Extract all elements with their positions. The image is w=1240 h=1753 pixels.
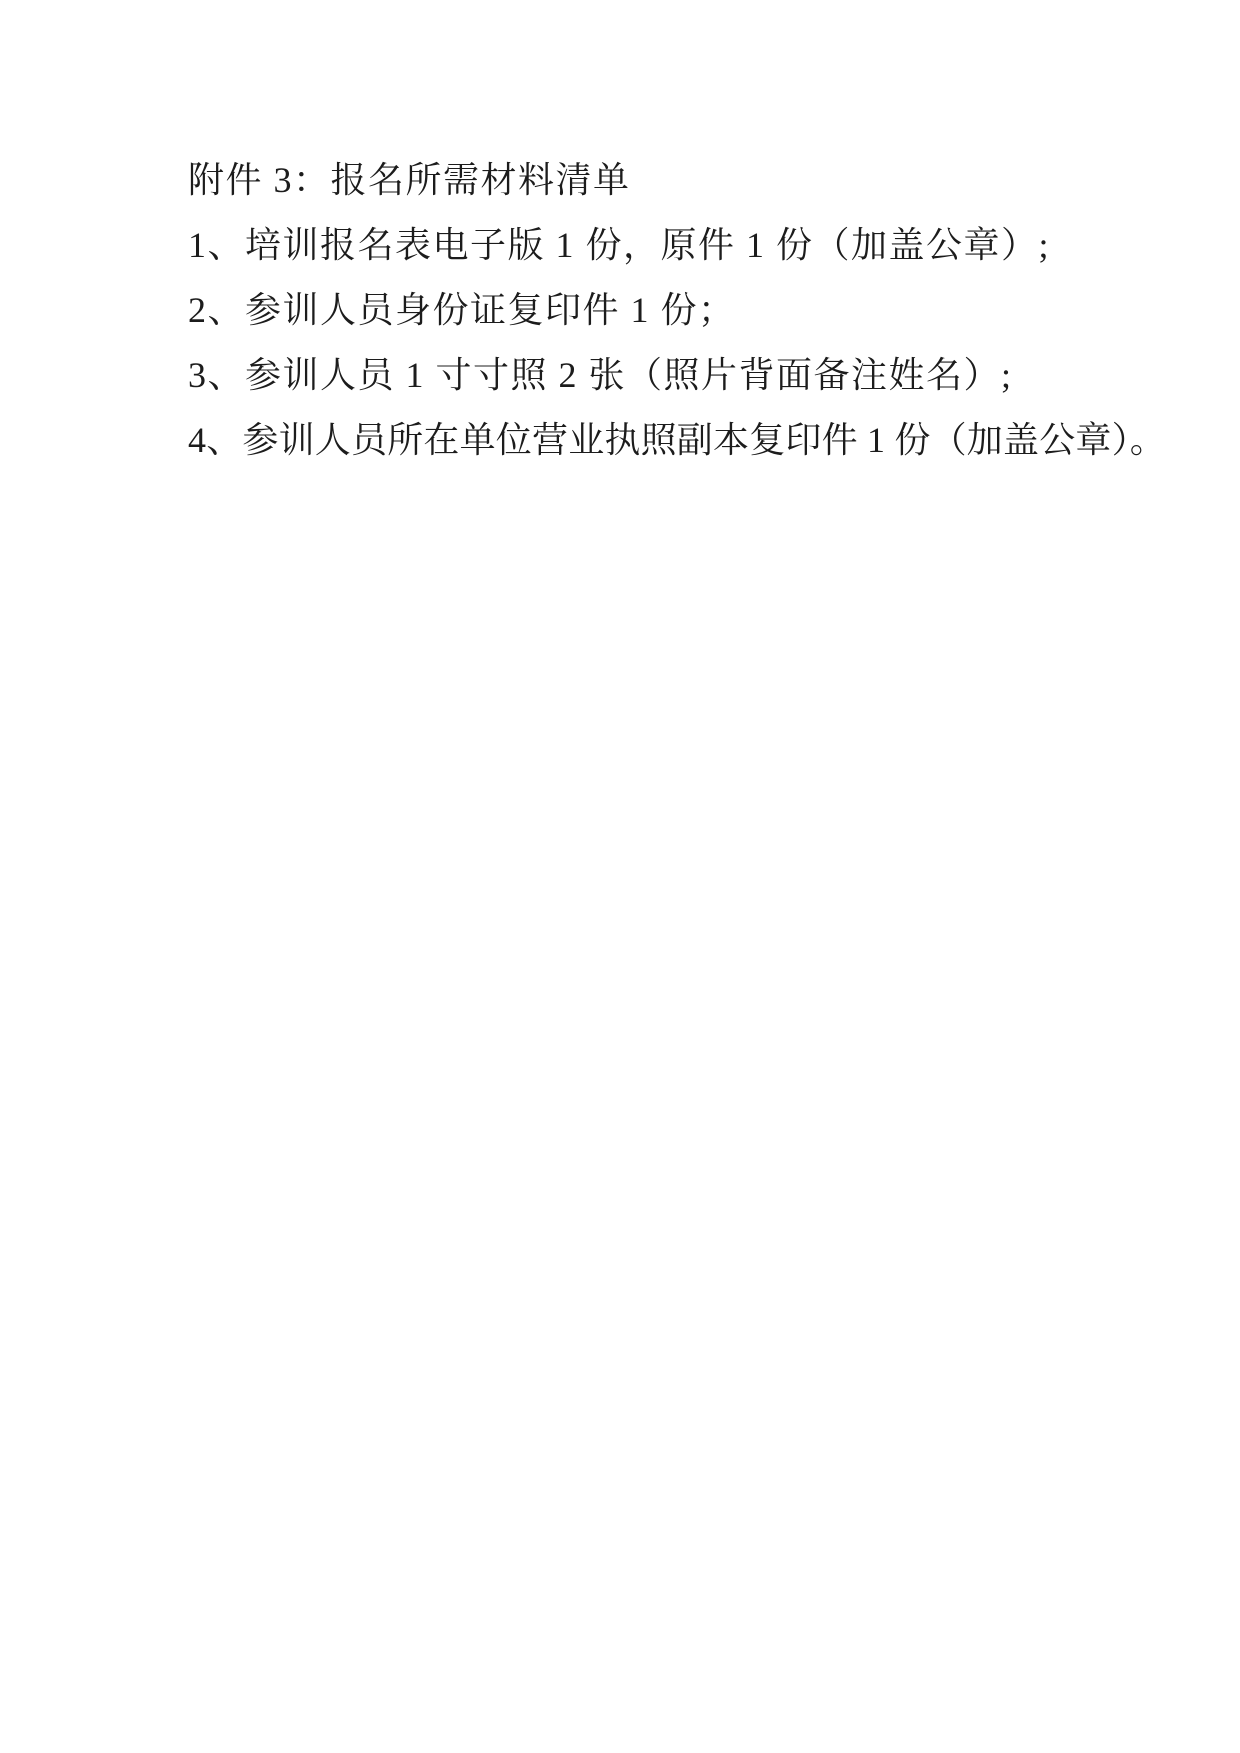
material-item-3: 3、参训人员 1 寸寸照 2 张（照片背面备注姓名）; [188, 355, 1013, 395]
material-item-2: 2、参训人员身份证复印件 1 份； [188, 290, 736, 330]
material-item-1: 1、培训报名表电子版 1 份，原件 1 份（加盖公章）; [188, 225, 1051, 265]
material-item-4: 4、参训人员所在单位营业执照副本复印件 1 份（加盖公章）。 [188, 420, 1167, 460]
attachment-title: 附件 3：报名所需材料清单 [188, 160, 631, 200]
document-text-block [188, 148, 1167, 473]
